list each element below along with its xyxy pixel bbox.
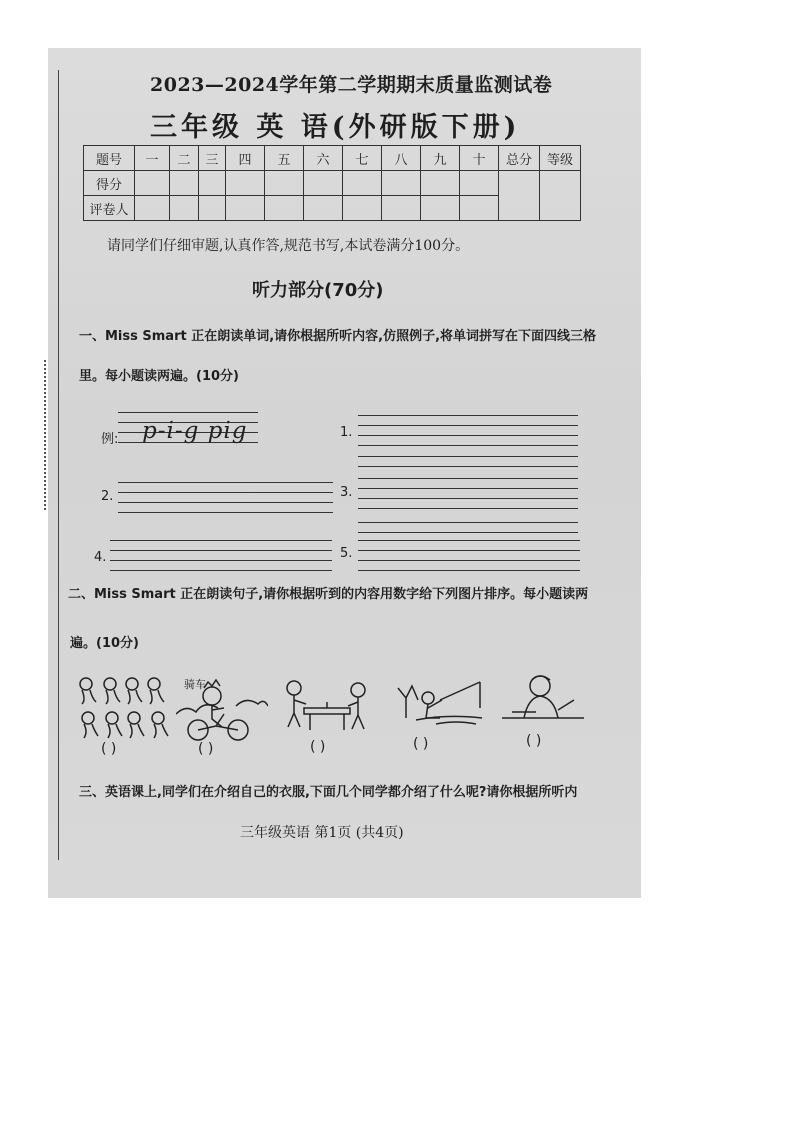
item-5-writing-lines[interactable] [358,540,580,572]
item-2-writing-lines[interactable] [118,482,333,514]
example-label: 例: [101,432,119,447]
binding-margin-line [58,70,59,860]
question-2-text: 二、Miss Smart 正在朗读句子,请你根据听到的内容用数字给下列图片排序。每小题读两 [68,587,589,602]
score-header-cell: 八 [382,146,421,171]
item-4-label: 4. [94,550,107,565]
listening-section-title: 听力部分(70分) [252,280,384,301]
item-1-label: 1. [340,425,353,440]
score-header-cell: 十 [460,146,499,171]
score-header-cell: 三 [199,146,226,171]
score-header-cell: 二 [170,146,199,171]
score-header-cell: 总分 [499,146,540,171]
instruction-note: 请同学们仔细审题,认真作答,规范书写,本试卷满分100分。 [107,238,470,254]
item-1-writing-lines[interactable] [358,415,578,447]
grade-cell[interactable] [540,171,581,221]
score-header-cell: 四 [226,146,265,171]
example-word: p-i-g pig [142,418,248,444]
score-header-cell: 五 [265,146,304,171]
item-2-label: 2. [101,489,114,504]
score-header-cell: 题号 [84,146,135,171]
item-3-label: 3. [340,485,353,500]
score-header-cell: 一 [135,146,170,171]
man-writing-picture-icon [498,672,588,724]
picture-4-answer[interactable]: ( ) [413,736,429,752]
exam-subtitle: 三年级 英 语(外研版下册) [150,112,521,143]
score-header-cell: 九 [421,146,460,171]
binding-edge-marks [44,360,54,510]
exam-title: 2023—2024学年第二学期期末质量监测试卷 [150,74,553,96]
score-row-label: 得分 [84,171,135,196]
score-table-header-row [84,146,581,171]
question-1-text-continued: 里。每小题读两遍。(10分) [79,369,239,384]
bike-caption: 骑车 [184,678,206,691]
score-header-cell: 七 [343,146,382,171]
fishing-picture-icon [396,676,486,728]
grader-row-label: 评卷人 [84,196,135,221]
picture-2-answer[interactable]: ( ) [198,741,214,757]
item-3-writing-lines[interactable] [358,478,578,510]
item-5-label: 5. [340,546,353,561]
page-footer: 三年级英语 第1页 (共4页) [240,825,404,841]
score-header-cell: 六 [304,146,343,171]
question-1-text: 一、Miss Smart 正在朗读单词,请你根据所听内容,仿照例子,将单词拼写在下面四线三格 [79,329,597,344]
picture-5-answer[interactable]: ( ) [526,733,542,749]
total-score-cell[interactable] [499,171,540,221]
question-2-text-continued: 遍。(10分) [70,636,139,651]
monkeys-picture-icon [74,672,170,742]
picture-1-answer[interactable]: ( ) [101,741,117,757]
question-3-text: 三、英语课上,同学们在介绍自己的衣服,下面几个同学都介绍了什么呢?请你根据所听内 [79,785,578,800]
score-row [84,171,581,196]
boy-riding-bike-picture-icon [176,678,268,742]
score-header-cell: 等级 [540,146,581,171]
ping-pong-picture-icon [280,678,372,734]
score-table [83,145,581,221]
item-4-writing-lines[interactable] [110,540,332,572]
picture-3-answer[interactable]: ( ) [310,739,326,755]
